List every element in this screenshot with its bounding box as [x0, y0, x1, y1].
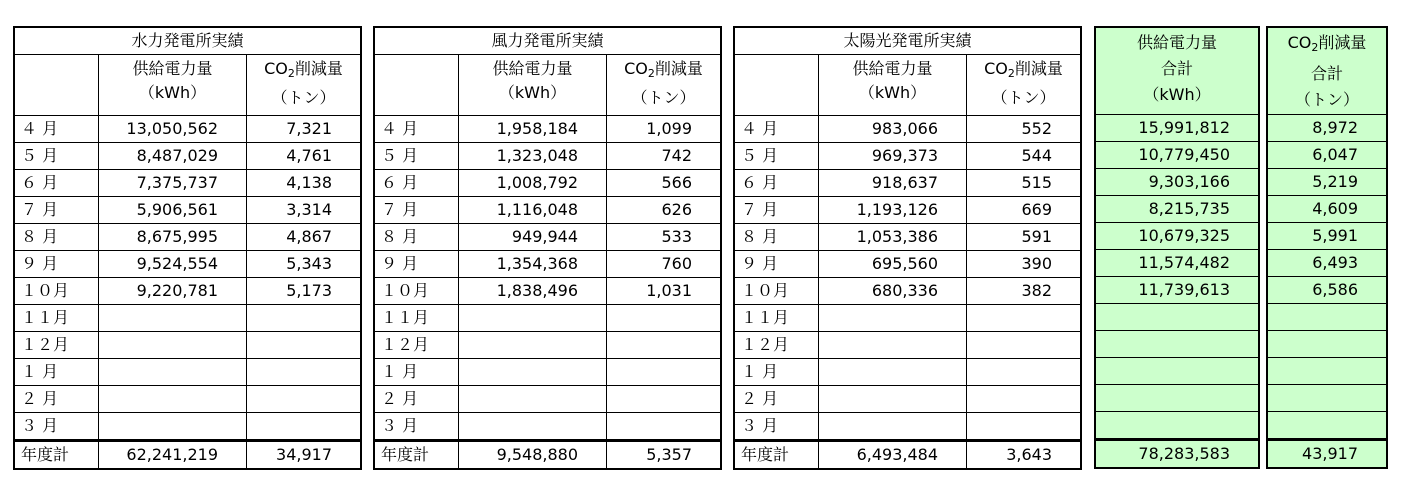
supply-cell: [819, 359, 967, 386]
co2-total-header-unit: （トン）: [1294, 90, 1359, 109]
plant-title: 水力発電所実績: [15, 28, 361, 55]
co2-cell: 533: [607, 224, 721, 251]
total-label: 年度計: [15, 441, 99, 469]
supply-cell: 7,375,737: [99, 170, 247, 197]
month-label: １２月: [735, 332, 819, 359]
table-row: [15, 278, 361, 305]
table-row: [735, 332, 1081, 359]
supply-header-unit: （kWh）: [858, 83, 927, 102]
supply-header: [459, 55, 607, 116]
month-header-blank: [15, 55, 99, 116]
table-row: [375, 305, 721, 332]
supply-cell: [99, 386, 247, 413]
co2-sum-cell: 5,991: [1268, 223, 1387, 250]
supply-cell: [99, 332, 247, 359]
supply-total-table: [1095, 27, 1259, 468]
supply-cell: 1,354,368: [459, 251, 607, 278]
month-label: １１月: [15, 305, 99, 332]
supply-cell: [459, 305, 607, 332]
co2-cell: 552: [967, 116, 1081, 143]
supply-cell: [819, 332, 967, 359]
total-co2: 5,357: [607, 441, 721, 469]
supply-cell: [99, 305, 247, 332]
table-row: [735, 170, 1081, 197]
month-label: ７ 月: [15, 197, 99, 224]
co2-cell: [607, 413, 721, 441]
table-row: [1268, 385, 1387, 412]
supply-cell: [99, 359, 247, 386]
table-row: [1096, 250, 1259, 277]
supply-cell: [459, 413, 607, 441]
supply-total-header-unit: （kWh）: [1143, 85, 1211, 104]
co2-header-label: $CO_2$削減量: [264, 59, 343, 80]
month-label: ９ 月: [735, 251, 819, 278]
table-row: [1268, 250, 1387, 277]
supply-total-header-line2: 合計: [1160, 59, 1193, 78]
table-row: [1268, 196, 1387, 223]
month-label: １０月: [15, 278, 99, 305]
month-label: ４ 月: [15, 116, 99, 143]
table-row: [375, 251, 721, 278]
table-row: [375, 170, 721, 197]
co2-cell: 5,343: [247, 251, 361, 278]
table-row: [375, 143, 721, 170]
co2-cell: 4,138: [247, 170, 361, 197]
table-row: [15, 332, 361, 359]
co2-cell: [967, 386, 1081, 413]
supply-sum-cell: 15,991,812: [1096, 115, 1259, 142]
co2-header: [607, 55, 721, 116]
month-label: １ 月: [375, 359, 459, 386]
supply-header-unit: （kWh）: [498, 83, 567, 102]
table-row: [375, 359, 721, 386]
table-row: [15, 359, 361, 386]
plant-title: 風力発電所実績: [375, 28, 721, 55]
month-label: ５ 月: [15, 143, 99, 170]
co2-header-unit: （トン）: [271, 88, 336, 107]
co2-sum-cell: [1268, 304, 1387, 331]
table-row: [735, 386, 1081, 413]
supply-sum-cell: 11,739,613: [1096, 277, 1259, 304]
supply-cell: 1,053,386: [819, 224, 967, 251]
co2-cell: 382: [967, 278, 1081, 305]
supply-cell: 680,336: [819, 278, 967, 305]
table-row: [735, 413, 1081, 441]
table-row: [1268, 169, 1387, 196]
supply-cell: 1,193,126: [819, 197, 967, 224]
co2-cell: 760: [607, 251, 721, 278]
month-label: ３ 月: [15, 413, 99, 441]
co2-cell: 742: [607, 143, 721, 170]
supply-cell: 1,838,496: [459, 278, 607, 305]
month-label: ５ 月: [375, 143, 459, 170]
supply-cell: 9,220,781: [99, 278, 247, 305]
co2-cell: [247, 413, 361, 441]
co2-header: [967, 55, 1081, 116]
supply-cell: 918,637: [819, 170, 967, 197]
supply-cell: 983,066: [819, 116, 967, 143]
supply-sum-cell: [1096, 385, 1259, 412]
supply-sum-cell: 10,679,325: [1096, 223, 1259, 250]
table-row: [375, 278, 721, 305]
co2-sum-total: 43,917: [1268, 440, 1387, 468]
table-row: [15, 143, 361, 170]
supply-sum-cell: 9,303,166: [1096, 169, 1259, 196]
co2-total-header: [1268, 28, 1387, 115]
co2-cell: 3,314: [247, 197, 361, 224]
table-row: [375, 197, 721, 224]
co2-cell: 1,099: [607, 116, 721, 143]
co2-cell: 5,173: [247, 278, 361, 305]
table-row: [735, 359, 1081, 386]
supply-cell: 9,524,554: [99, 251, 247, 278]
month-label: ６ 月: [15, 170, 99, 197]
co2-sum-cell: [1268, 385, 1387, 412]
table-row: [375, 413, 721, 441]
month-label: １１月: [735, 305, 819, 332]
table-row: [1268, 115, 1387, 142]
supply-sum-total: 78,283,583: [1096, 440, 1259, 468]
table-row: [735, 224, 1081, 251]
co2-total-header-line1: $CO_2$削減量: [1287, 33, 1367, 54]
supply-cell: 1,958,184: [459, 116, 607, 143]
co2-cell: 515: [967, 170, 1081, 197]
month-label: ８ 月: [735, 224, 819, 251]
co2-cell: [967, 413, 1081, 441]
table-row: [1268, 304, 1387, 331]
supply-cell: 969,373: [819, 143, 967, 170]
total-supply: 9,548,880: [459, 441, 607, 469]
month-label: ７ 月: [735, 197, 819, 224]
supply-sum-cell: 8,215,735: [1096, 196, 1259, 223]
co2-header: [247, 55, 361, 116]
plant-table-2: [734, 27, 1081, 469]
co2-cell: 591: [967, 224, 1081, 251]
month-label: ８ 月: [375, 224, 459, 251]
table-row: [1096, 358, 1259, 385]
co2-header-unit: （トン）: [631, 88, 696, 107]
supply-header-label: 供給電力量: [132, 59, 213, 78]
co2-cell: [967, 359, 1081, 386]
supply-cell: [99, 413, 247, 441]
co2-sum-cell: 6,047: [1268, 142, 1387, 169]
co2-cell: 626: [607, 197, 721, 224]
co2-cell: [247, 332, 361, 359]
total-supply: 62,241,219: [99, 441, 247, 469]
supply-sum-cell: [1096, 331, 1259, 358]
supply-sum-cell: [1096, 412, 1259, 440]
supply-cell: 1,008,792: [459, 170, 607, 197]
co2-cell: 4,761: [247, 143, 361, 170]
co2-header-label: $CO_2$削減量: [624, 59, 703, 80]
table-row: [1268, 223, 1387, 250]
table-row: [15, 116, 361, 143]
supply-header: [99, 55, 247, 116]
supply-total-header: [1096, 28, 1259, 115]
table-row: [1096, 169, 1259, 196]
table-row: [1096, 331, 1259, 358]
co2-cell: [607, 359, 721, 386]
month-label: ５ 月: [735, 143, 819, 170]
month-label: １１月: [375, 305, 459, 332]
co2-cell: [967, 305, 1081, 332]
table-row: [375, 386, 721, 413]
table-row: [15, 386, 361, 413]
supply-sum-cell: 11,574,482: [1096, 250, 1259, 277]
supply-header-label: 供給電力量: [852, 59, 933, 78]
co2-sum-cell: 6,586: [1268, 277, 1387, 304]
table-row: [15, 224, 361, 251]
co2-sum-cell: [1268, 412, 1387, 440]
table-row: [735, 305, 1081, 332]
total-row: [1096, 440, 1259, 468]
total-row: [1268, 440, 1387, 468]
co2-cell: 7,321: [247, 116, 361, 143]
table-row: [1268, 277, 1387, 304]
month-label: ７ 月: [375, 197, 459, 224]
table-row: [375, 116, 721, 143]
co2-sum-cell: 4,609: [1268, 196, 1387, 223]
supply-cell: [459, 386, 607, 413]
month-label: ９ 月: [375, 251, 459, 278]
plant-title: 太陽光発電所実績: [735, 28, 1081, 55]
month-label: ３ 月: [375, 413, 459, 441]
total-label: 年度計: [375, 441, 459, 469]
supply-header-label: 供給電力量: [492, 59, 573, 78]
supply-cell: [819, 413, 967, 441]
table-row: [735, 197, 1081, 224]
month-label: ６ 月: [735, 170, 819, 197]
month-label: ６ 月: [375, 170, 459, 197]
table-row: [15, 413, 361, 441]
supply-cell: 13,050,562: [99, 116, 247, 143]
table-row: [1096, 142, 1259, 169]
table-row: [1268, 331, 1387, 358]
supply-sum-cell: [1096, 358, 1259, 385]
co2-sum-cell: [1268, 331, 1387, 358]
table-row: [735, 278, 1081, 305]
table-row: [1096, 196, 1259, 223]
total-row: [375, 441, 721, 469]
month-label: ３ 月: [735, 413, 819, 441]
supply-cell: 5,906,561: [99, 197, 247, 224]
table-row: [735, 143, 1081, 170]
total-supply: 6,493,484: [819, 441, 967, 469]
month-label: ２ 月: [375, 386, 459, 413]
month-header-blank: [735, 55, 819, 116]
month-label: ２ 月: [15, 386, 99, 413]
plant-table-1: [374, 27, 721, 469]
table-row: [375, 332, 721, 359]
month-label: １０月: [375, 278, 459, 305]
table-row: [1096, 385, 1259, 412]
table-row: [1096, 412, 1259, 440]
co2-cell: 4,867: [247, 224, 361, 251]
table-row: [1268, 142, 1387, 169]
table-row: [15, 251, 361, 278]
supply-cell: 1,323,048: [459, 143, 607, 170]
co2-cell: 390: [967, 251, 1081, 278]
table-row: [1096, 223, 1259, 250]
supply-header: [819, 55, 967, 116]
supply-cell: 8,675,995: [99, 224, 247, 251]
co2-header-unit: （トン）: [991, 88, 1056, 107]
co2-sum-cell: [1268, 358, 1387, 385]
supply-cell: 949,944: [459, 224, 607, 251]
table-row: [15, 305, 361, 332]
supply-cell: [459, 359, 607, 386]
month-label: ８ 月: [15, 224, 99, 251]
month-header-blank: [375, 55, 459, 116]
table-row: [1096, 115, 1259, 142]
co2-cell: [607, 386, 721, 413]
table-row: [15, 170, 361, 197]
co2-cell: [247, 359, 361, 386]
supply-cell: 695,560: [819, 251, 967, 278]
co2-cell: [607, 332, 721, 359]
supply-cell: [819, 386, 967, 413]
month-label: １２月: [15, 332, 99, 359]
table-row: [1268, 412, 1387, 440]
supply-sum-cell: [1096, 304, 1259, 331]
month-label: １２月: [375, 332, 459, 359]
month-label: ９ 月: [15, 251, 99, 278]
co2-cell: [247, 305, 361, 332]
supply-cell: 1,116,048: [459, 197, 607, 224]
month-label: ２ 月: [735, 386, 819, 413]
supply-cell: [819, 305, 967, 332]
month-label: ４ 月: [735, 116, 819, 143]
month-label: ４ 月: [375, 116, 459, 143]
supply-cell: 8,487,029: [99, 143, 247, 170]
co2-cell: [247, 386, 361, 413]
supply-sum-cell: 10,779,450: [1096, 142, 1259, 169]
table-row: [375, 224, 721, 251]
table-row: [1096, 277, 1259, 304]
co2-cell: [967, 332, 1081, 359]
total-row: [735, 441, 1081, 469]
month-label: １０月: [735, 278, 819, 305]
co2-cell: 566: [607, 170, 721, 197]
co2-sum-cell: 5,219: [1268, 169, 1387, 196]
co2-total-table: [1267, 27, 1387, 468]
co2-sum-cell: 8,972: [1268, 115, 1387, 142]
supply-header-unit: （kWh）: [138, 83, 207, 102]
table-row: [735, 116, 1081, 143]
table-row: [1268, 358, 1387, 385]
month-label: １ 月: [735, 359, 819, 386]
plant-table-0: [14, 27, 361, 469]
co2-cell: 1,031: [607, 278, 721, 305]
co2-cell: 669: [967, 197, 1081, 224]
total-co2: 3,643: [967, 441, 1081, 469]
total-row: [15, 441, 361, 469]
table-row: [1096, 304, 1259, 331]
co2-cell: 544: [967, 143, 1081, 170]
co2-header-label: $CO_2$削減量: [984, 59, 1063, 80]
co2-total-header-line2: 合計: [1310, 64, 1343, 83]
supply-cell: [459, 332, 607, 359]
total-co2: 34,917: [247, 441, 361, 469]
month-label: １ 月: [15, 359, 99, 386]
table-row: [15, 197, 361, 224]
co2-sum-cell: 6,493: [1268, 250, 1387, 277]
supply-total-header-line1: 供給電力量: [1136, 33, 1217, 52]
total-label: 年度計: [735, 441, 819, 469]
co2-cell: [607, 305, 721, 332]
table-row: [735, 251, 1081, 278]
